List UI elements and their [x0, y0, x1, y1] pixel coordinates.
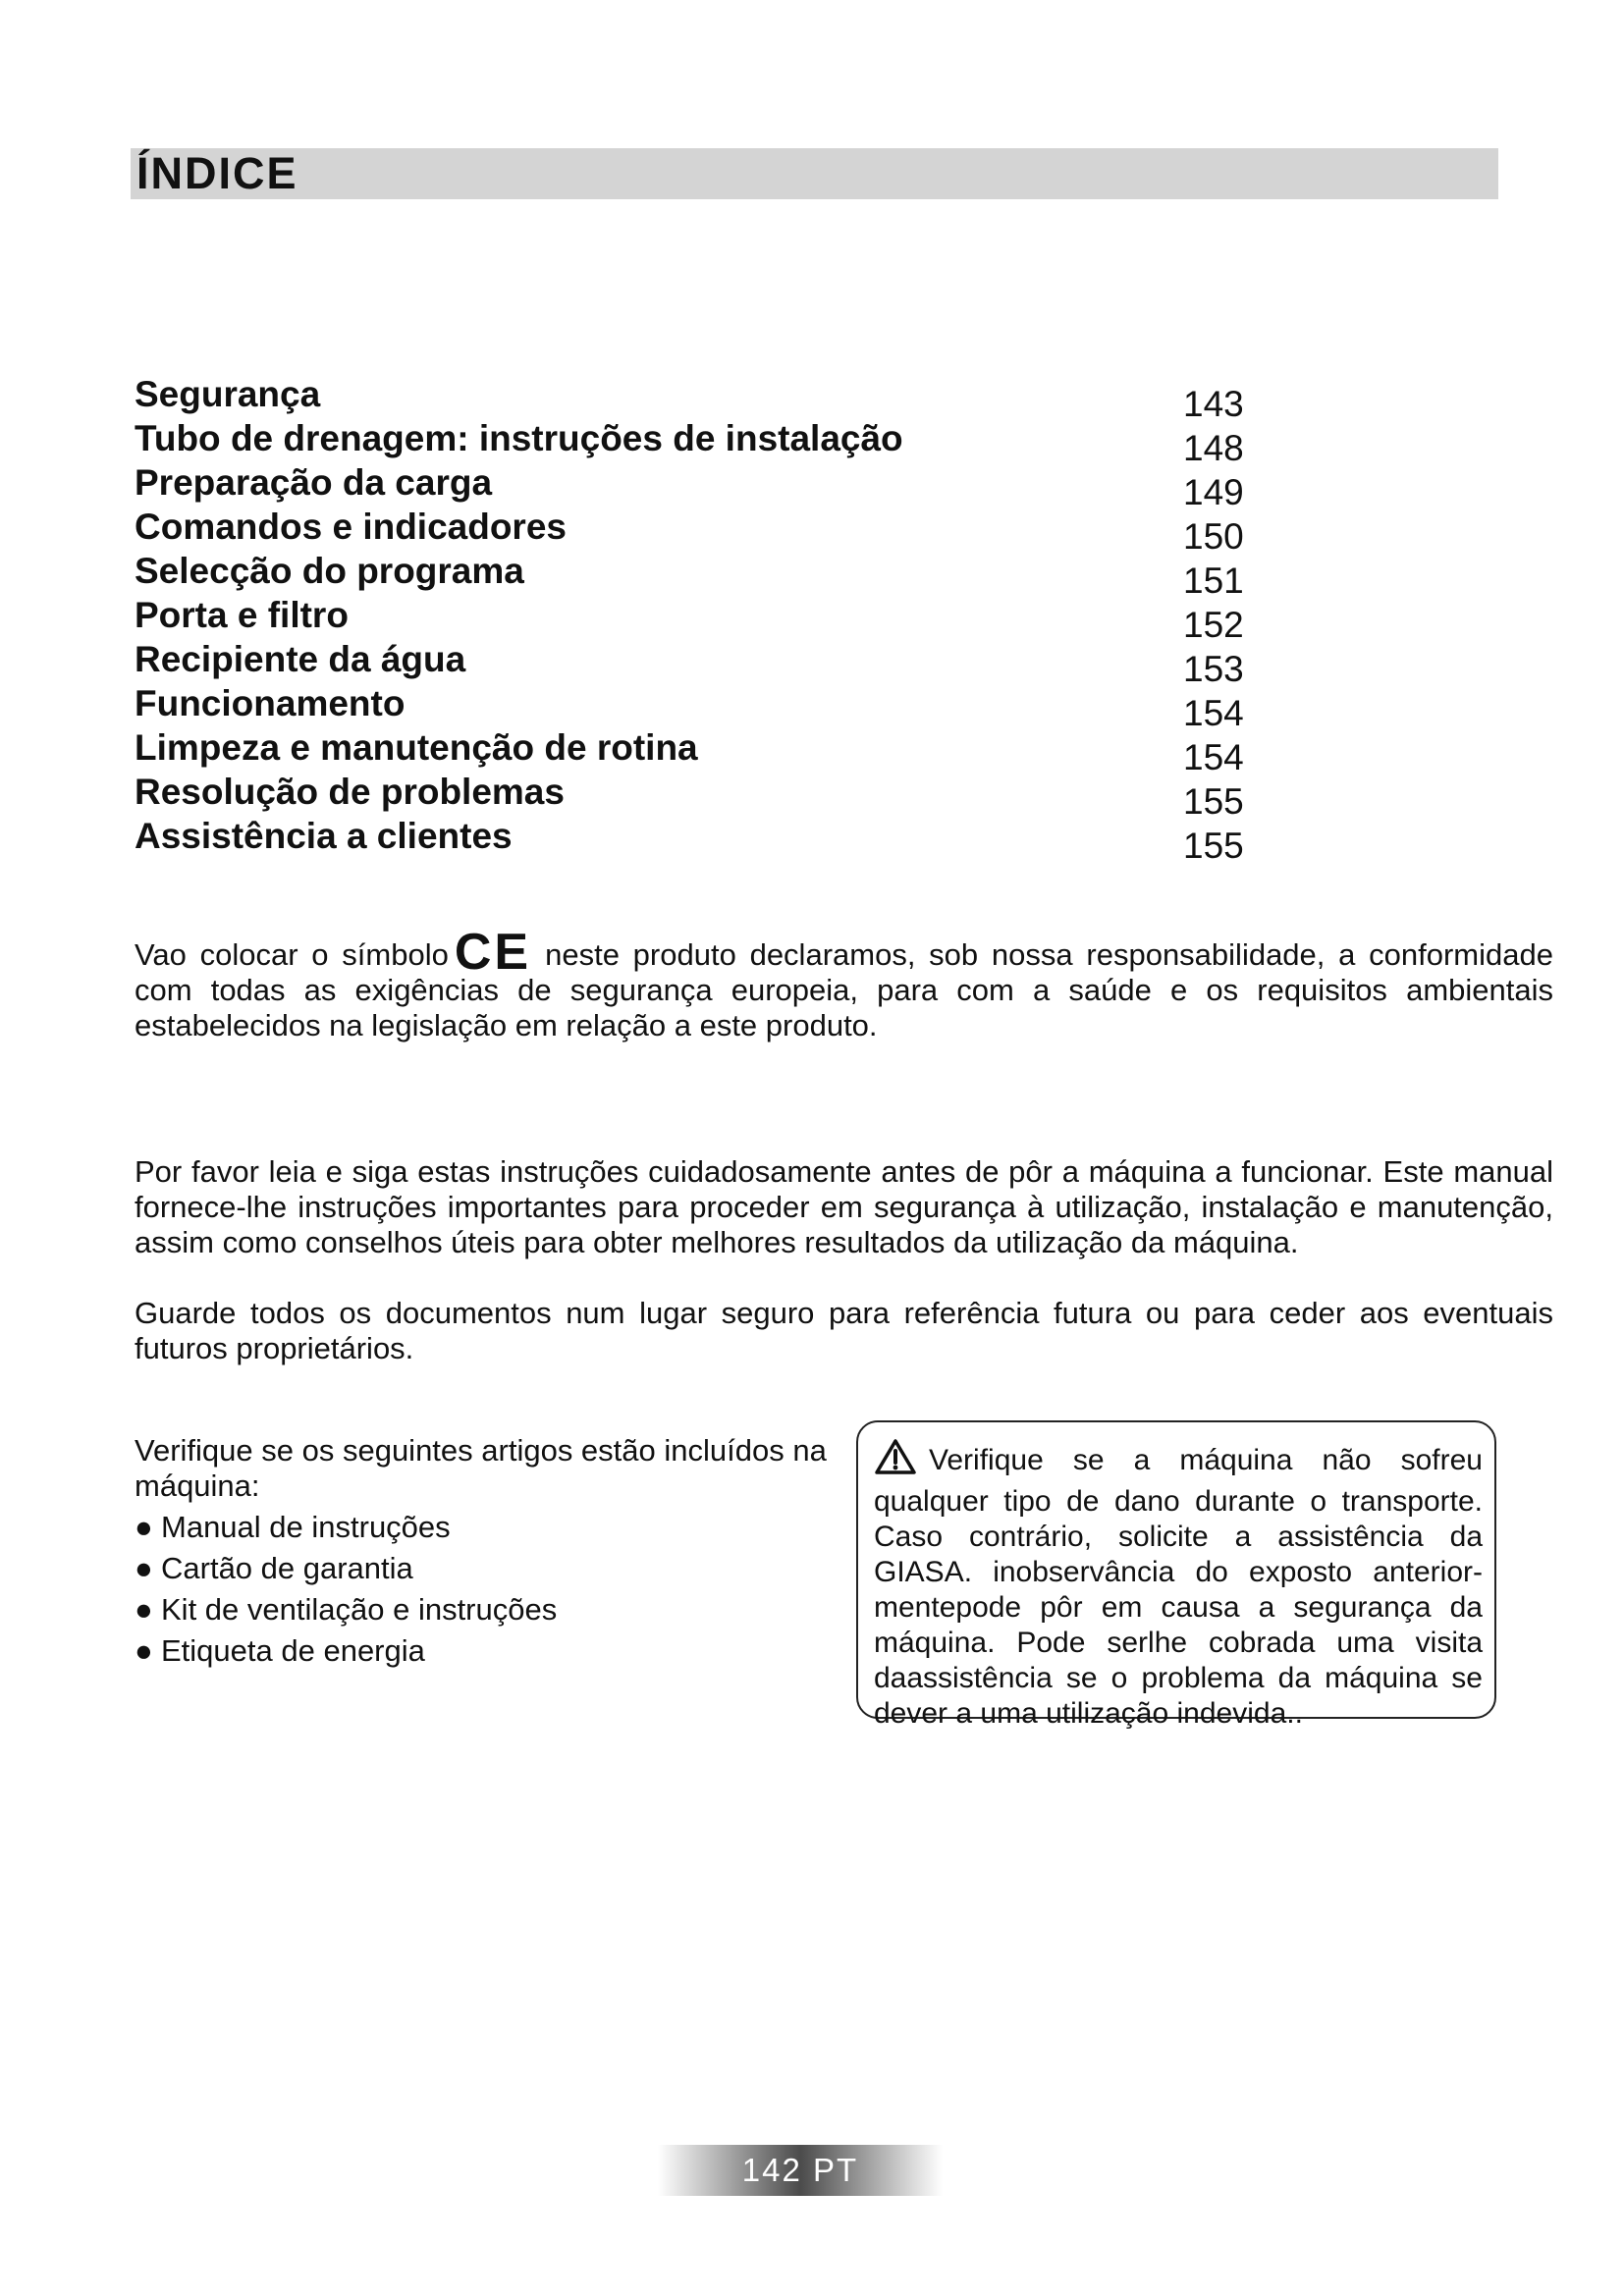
toc-entry-title: Comandos e indicadores [135, 507, 567, 547]
table-of-contents [135, 373, 1254, 866]
toc-entry[interactable] [135, 506, 1254, 557]
toc-entry[interactable] [135, 594, 1254, 645]
toc-entry[interactable] [135, 638, 1254, 689]
ce-mark-icon: CE [454, 924, 532, 981]
toc-entry[interactable] [135, 682, 1254, 733]
toc-entry-title: Limpeza e manutenção de rotina [135, 727, 698, 768]
toc-entry-page: 152 [1183, 605, 1244, 645]
toc-entry-page: 154 [1183, 693, 1244, 733]
toc-entry-title: Porta e filtro [135, 595, 349, 635]
bullet-icon: ● [135, 1633, 153, 1668]
page-number: 142 PT [658, 2145, 943, 2196]
warning-icon [874, 1438, 917, 1484]
ce-declaration [135, 924, 1553, 1043]
toc-entry[interactable] [135, 726, 1254, 777]
ce-text-after: neste produto declaramos, sob nossa responsabilidade, a conformidade com todas as exigências de segurança europeia, para com a saúde e os requisitos ambientais estabelecidos na legislação em relação a este produto. [135, 937, 1553, 1042]
toc-entry[interactable] [135, 771, 1254, 822]
included-items [135, 1433, 851, 1675]
toc-entry-title: Resolução de problemas [135, 772, 565, 812]
toc-entry[interactable] [135, 373, 1254, 424]
toc-entry-page: 155 [1183, 826, 1244, 866]
warning-box [856, 1420, 1496, 1730]
bullet-icon: ● [135, 1510, 153, 1544]
items-intro: Verifique se os seguintes artigos estão incluídos na máquina: [135, 1433, 827, 1503]
toc-entry-title: Segurança [135, 374, 321, 414]
page-title: ÍNDICE [136, 148, 298, 198]
list-item: ● Etiqueta de energia [135, 1633, 425, 1668]
toc-entry-page: 153 [1183, 649, 1244, 689]
toc-entry[interactable] [135, 815, 1254, 866]
toc-entry-title: Selecção do programa [135, 551, 524, 591]
toc-entry-title: Assistência a clientes [135, 816, 513, 856]
keep-documents-paragraph: Guarde todos os documentos num lugar seguro para referência futura ou para ceder aos eventuais futuros proprietários. [135, 1296, 1553, 1365]
toc-entry-page: 143 [1183, 384, 1244, 424]
toc-entry[interactable] [135, 461, 1254, 512]
toc-entry-title: Preparação da carga [135, 462, 493, 503]
list-item: ● Manual de instruções [135, 1510, 451, 1544]
toc-entry-page: 155 [1183, 781, 1244, 822]
toc-entry-title: Funcionamento [135, 683, 406, 723]
list-item: ● Kit de ventilação e instruções [135, 1592, 558, 1627]
bullet-icon: ● [135, 1592, 153, 1627]
instructions-paragraph: Por favor leia e siga estas instruções cuidadosamente antes de pôr a máquina a funcionar. Este manual fornece-lhe instruções importantes para proceder em segurança à utilização, instalação e manutenção, assim como conselhos úteis para obter melhores resultados da utilização da máquina. [135, 1154, 1553, 1259]
ce-text-before: Vao colocar o símbolo [135, 937, 449, 972]
toc-entry-page: 149 [1183, 472, 1244, 512]
warning-paragraph [874, 1438, 1483, 1732]
warning-text: Verifique se a máquina não sofreu qualquer tipo de dano durante o transporte. Caso contrário, solicite a assistência da GIASA. inobservância do exposto anterior-mentepode pôr em causa a segurança da máquina. Pode serlhe cobrada uma visita daassistência se o problema da máquina se dever a uma utilização indevida.. [874, 1444, 1483, 1730]
toc-entry[interactable] [135, 550, 1254, 601]
toc-entry-page: 148 [1183, 428, 1244, 468]
title-bar [131, 148, 1498, 199]
bullet-icon: ● [135, 1551, 153, 1585]
toc-entry-page: 150 [1183, 516, 1244, 557]
toc-entry[interactable] [135, 417, 1254, 468]
toc-entry-page: 154 [1183, 737, 1244, 777]
toc-entry-page: 151 [1183, 561, 1244, 601]
items-list [135, 1510, 851, 1669]
toc-entry-title: Recipiente da água [135, 639, 466, 679]
toc-entry-title: Tubo de drenagem: instruções de instalação [135, 418, 903, 458]
list-item: ● Cartão de garantia [135, 1551, 413, 1585]
